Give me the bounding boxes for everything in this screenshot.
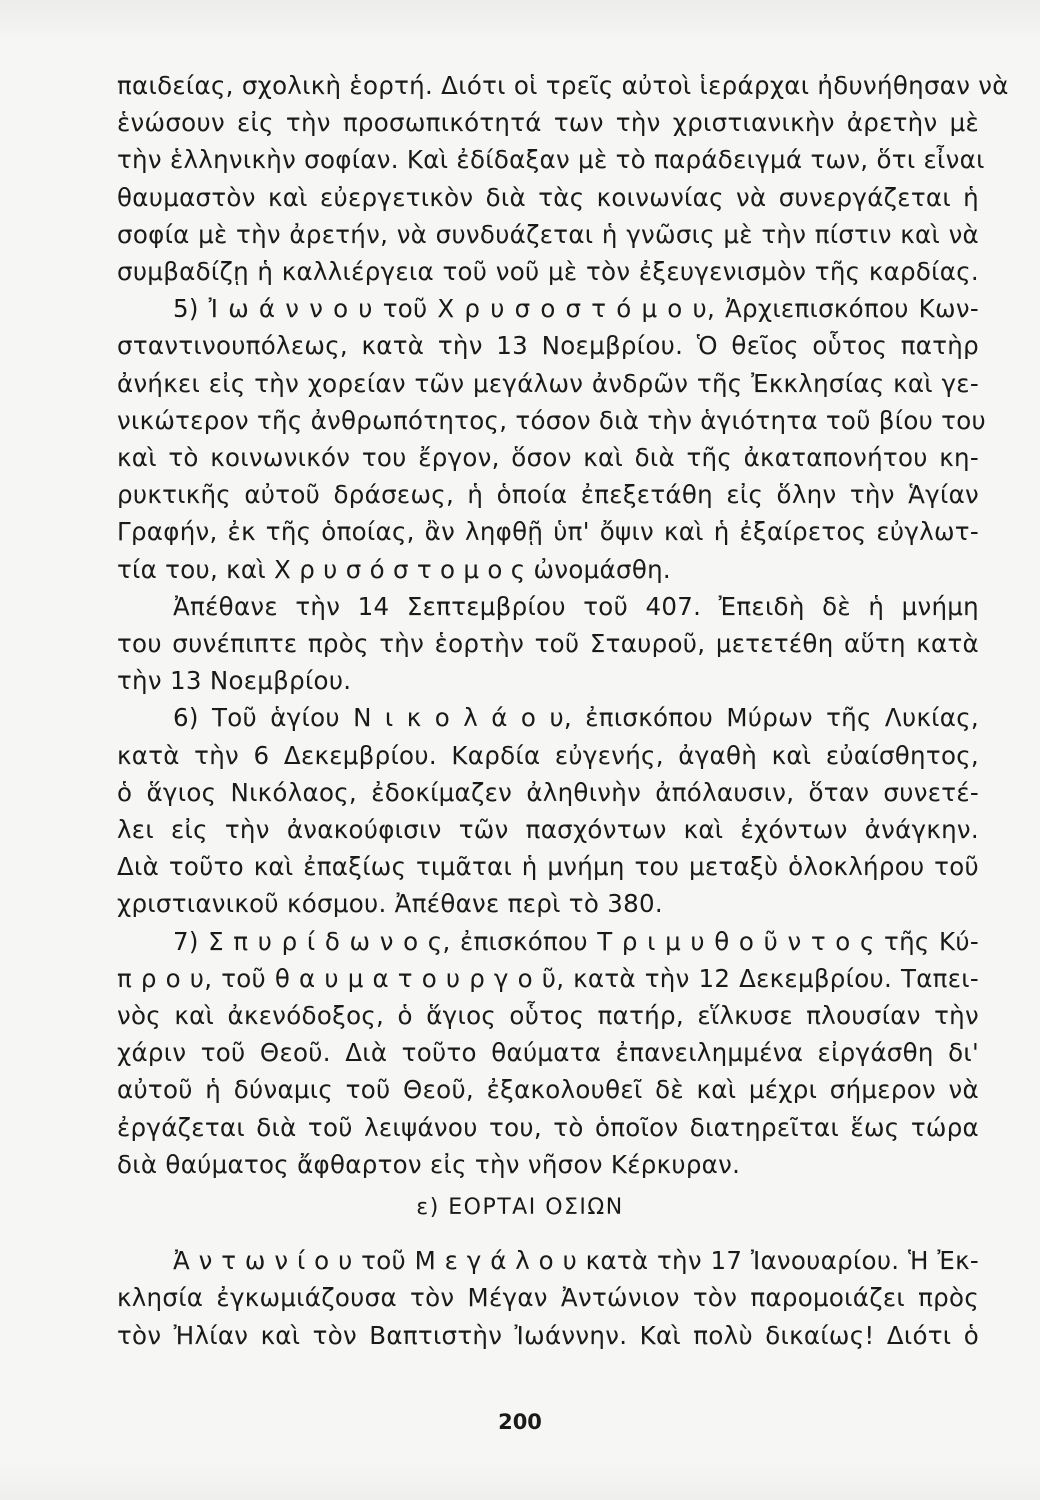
text-line: τὸν Ἠλίαν καὶ τὸν Βαπτιστὴν Ἰωάννην. Καὶ πολὺ δικαίως! Διότι ὁ <box>117 1320 979 1350</box>
text-line: νικώτερον τῆς ἀνθρωπότητος, τόσον διὰ τὴν ἁγιότητα τοῦ βίου του <box>117 405 986 435</box>
section-heading: ε) ΕΟΡΤΑΙ ΟΣΙΩΝ <box>416 1195 624 1220</box>
text-line: ρυκτικῆς αὐτοῦ δράσεως, ἡ ὁποία ἐπεξετάθη εἰς ὅλην τὴν Ἁγίαν <box>117 480 979 510</box>
text-line: παιδείας, σχολικὴ ἑορτή. Διότι οἱ τρεῖς αὐτοὶ ἱεράρχαι ἠδυνήθησαν νὰ <box>117 71 1009 100</box>
text-line: συμβαδίζῃ ἡ καλλιέργεια τοῦ νοῦ μὲ τὸν ἐξευγενισμὸν τῆς καρδίας. <box>117 257 979 286</box>
text-line: Γραφήν, ἐκ τῆς ὁποίας, ἂν ληφθῇ ὑπ' ὄψιν καὶ ἡ ἐξαίρετος εὐγλωτ- <box>117 517 979 547</box>
text-line: 7) Σ π υ ρ ί δ ω ν ο ς, ἐπισκόπου Τ ρ ι μ υ θ ο ῦ ν τ ο ς τῆς Κύ- <box>173 926 979 956</box>
text-line: αὐτοῦ ἡ δύναμις τοῦ Θεοῦ, ἐξακολουθεῖ δὲ καὶ μέχρι σήμερον νὰ <box>117 1075 979 1105</box>
text-line: κλησία ἐγκωμιάζουσα τὸν Μέγαν Ἀντώνιον τὸν παρομοιάζει πρὸς <box>117 1283 979 1313</box>
text-line: σοφία μὲ τὴν ἀρετήν, νὰ συνδυάζεται ἡ γνῶσις μὲ τὴν πίστιν καὶ νὰ <box>117 219 979 249</box>
text-line: ὁ ἅγιος Νικόλαος, ἐδοκίμαζεν ἀληθινὴν ἀπόλαυσιν, ὅταν συνετέ- <box>117 777 979 807</box>
text-line: διὰ θαύματος ἄφθαρτον εἰς τὴν νῆσον Κέρκυραν. <box>117 1149 741 1179</box>
text-line: 5) Ἰ ω ά ν ν ο υ τοῦ Χ ρ υ σ ο σ τ ό μ ο υ, Ἀρχιεπισκόπου Κων- <box>173 294 979 324</box>
text-line: τία του, καὶ Χ ρ υ σ ό σ τ ο μ ο ς ὠνομάσθη. <box>117 554 672 584</box>
text-line: τὴν ἑλληνικὴν σοφίαν. Καὶ ἐδίδαξαν μὲ τὸ παράδειγμά των, ὅτι εἶναι <box>117 145 985 175</box>
text-line: Ἀπέθανε τὴν 14 Σεπτεμβρίου τοῦ 407. Ἐπειδὴ δὲ ἡ μνήμη <box>173 591 979 621</box>
text-line: λει εἰς τὴν ἀνακούφισιν τῶν πασχόντων καὶ ἐχόντων ἀνάγκην. <box>117 815 979 844</box>
text-line: χριστιανικοῦ κόσμου. Ἀπέθανε περὶ τὸ 380. <box>117 889 663 919</box>
text-line: ἀνήκει εἰς τὴν χορείαν τῶν μεγάλων ἀνδρῶν τῆς Ἐκκλησίας καὶ γε- <box>117 368 979 398</box>
text-line: του συνέπιπτε πρὸς τὴν ἑορτὴν τοῦ Σταυροῦ, μετετέθη αὕτη κατὰ <box>117 629 979 658</box>
text-line: ἑνώσουν εἰς τὴν προσωπικότητά των τὴν χριστιανικὴν ἀρετὴν μὲ <box>117 108 979 138</box>
text-line: 6) Τοῦ ἁγίου Ν ι κ ο λ ά ο υ, ἐπισκόπου Μύρων τῆς Λυκίας, <box>173 703 979 733</box>
page-number: 200 <box>498 1410 542 1434</box>
text-line: ἐργάζεται διὰ τοῦ λειψάνου του, τὸ ὁποῖον διατηρεῖται ἕως τώρα <box>117 1112 979 1142</box>
text-line: χάριν τοῦ Θεοῦ. Διὰ τοῦτο θαύματα ἐπανειλημμένα εἰργάσθη δι' <box>117 1038 979 1068</box>
text-line: κατὰ τὴν 6 Δεκεμβρίου. Καρδία εὐγενής, ἀγαθὴ καὶ εὐαίσθητος, <box>117 740 979 770</box>
text-line: καὶ τὸ κοινωνικόν του ἔργον, ὅσον καὶ διὰ τῆς ἀκαταπονήτου κη- <box>117 443 979 472</box>
text-line: Διὰ τοῦτο καὶ ἐπαξίως τιμᾶται ἡ μνήμη του μεταξὺ ὁλοκλήρου τοῦ <box>117 852 979 882</box>
text-line: π ρ ο υ, τοῦ θ α υ μ α τ ο υ ρ γ ο ῦ, κατὰ τὴν 12 Δεκεμβρίου. Ταπει- <box>117 963 979 993</box>
text-line: τὴν 13 Νοεμβρίου. <box>117 666 352 696</box>
text-line: Ἀ ν τ ω ν ί ο υ τοῦ Μ ε γ ά λ ο υ κατὰ τὴν 17 Ἰανουαρίου. Ἡ Ἐκ- <box>173 1246 979 1276</box>
text-line: νὸς καὶ ἀκενόδοξος, ὁ ἅγιος οὗτος πατήρ, εἵλκυσε πλουσίαν τὴν <box>117 1001 979 1030</box>
text-line: θαυμαστὸν καὶ εὐεργετικὸν διὰ τὰς κοινωνίας νὰ συνεργάζεται ἡ <box>117 182 979 212</box>
text-line: σταντινουπόλεως, κατὰ τὴν 13 Νοεμβρίου. Ὁ θεῖος οὗτος πατὴρ <box>117 331 979 361</box>
